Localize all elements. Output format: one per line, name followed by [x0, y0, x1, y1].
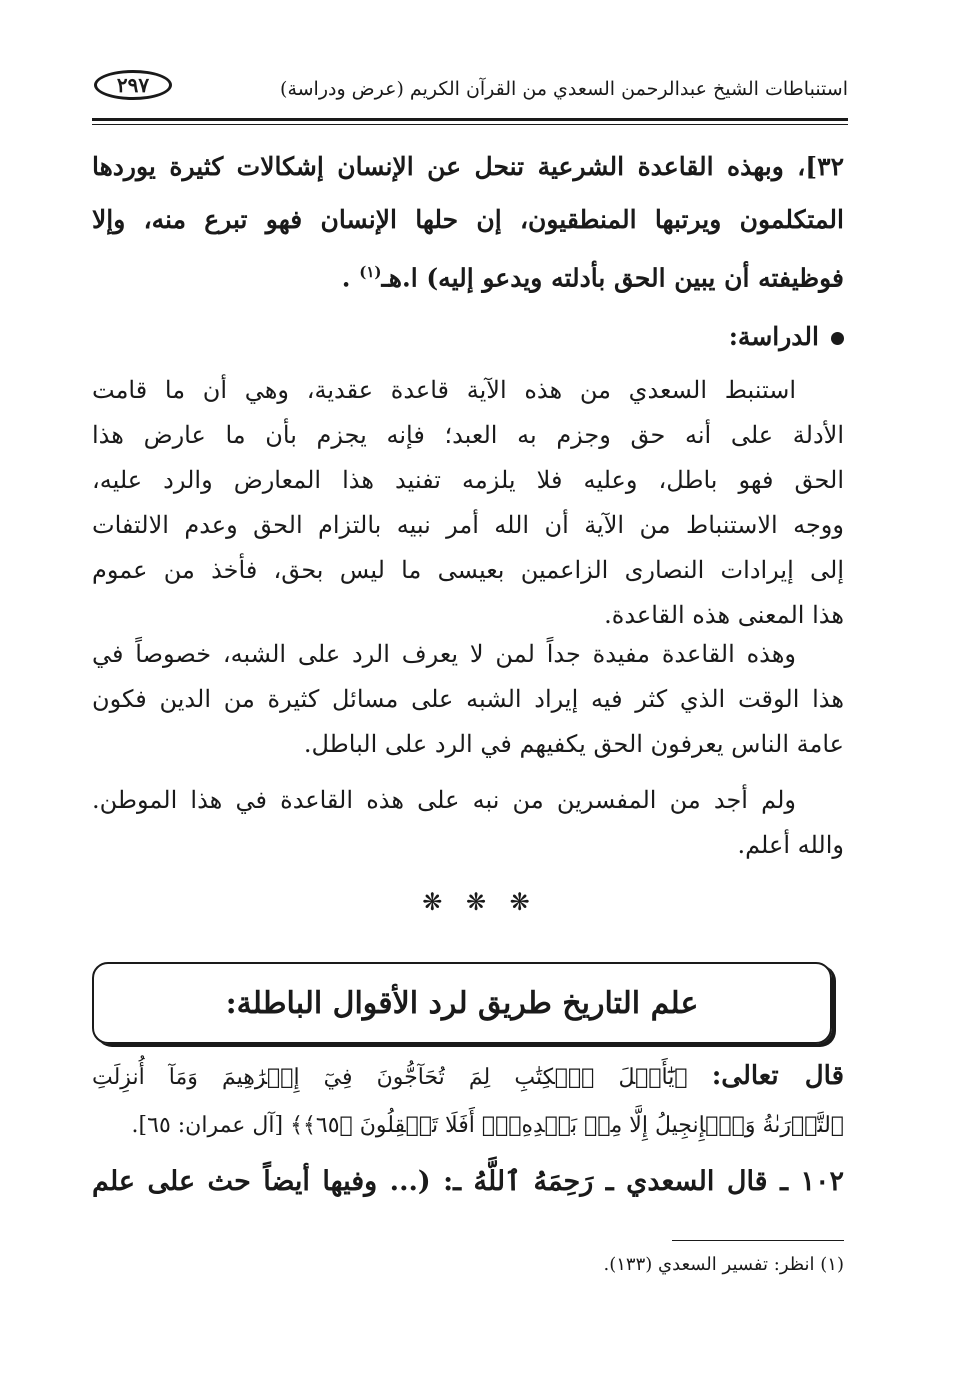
running-header [92, 68, 848, 118]
saadi-quote [92, 1160, 844, 1204]
section-title: علم التاريخ طريق لرد الأقوال الباطلة: [225, 985, 699, 1021]
verse-intro: قال تعالى: [711, 1061, 844, 1091]
p2-line-3: عامة الناس يعرفون الحق يكفيهم في الرد على الباطل. [303, 730, 844, 758]
footnote-rule [672, 1240, 844, 1241]
p1-line-6: هذا المعنى هذه القاعدة. [604, 601, 844, 629]
verse-line-1 [92, 1052, 844, 1102]
verse-line-2: ٱلتَّوۡرَىٰةُ وَٱلۡإِنجِيلُ إِلَّا مِنۢ بَعۡدِهِۦٓۚ أَفَلَا تَعۡقِلُونَ ﴿٦٥﴾﴾ [آل عمران: ٦٥]. [131, 1113, 844, 1138]
verse-line-1-text: ﴿يَٰٓأَهۡلَ ٱلۡكِتَٰبِ لِمَ تُحَآجُّونَ فِيٓ إِبۡرَٰهِيمَ وَمَآ أُنزِلَتِ [92, 1065, 712, 1090]
header-title: استنباطات الشيخ عبدالرحمن السعدي من القرآن الكريم (عرض ودراسة) [280, 78, 848, 100]
quote-line-3-text: فوظيفته أن يبين الحق بأدلته ويدعو إليه) ا.هـ [381, 263, 844, 293]
quote-line-2: المتكلمون ويرتبها المنطقيون، إن حلها الإنسان فهو تبرع منه، وإلا [92, 205, 844, 234]
section-separator: ❋ ❋ ❋ [422, 888, 538, 916]
p2-line-1: وهذه القاعدة مفيدة جداً لمن لا يعرف الرد على الشبه، خصوصاً في [92, 640, 796, 668]
p1-line-5: إلى إيرادات النصارى الزاعمين بعيسى ما ليس بحق، فأخذ من عموم [92, 556, 844, 584]
study-heading [92, 322, 844, 351]
study-paragraph-3 [92, 778, 844, 868]
study-heading-text: الدراسة: [728, 322, 819, 351]
quote-line-1: ٣٢]، وبهذه القاعدة الشرعية تنحل عن الإنسان إشكالات كثيرة يوردها [92, 152, 844, 181]
footnote: (١) انظر: تفسير السعدي (١٣٣). [603, 1254, 844, 1275]
page-number-badge [94, 70, 172, 100]
p1-line-2: الأدلة على أنه حق وجزم به العبد؛ فإنه يجزم بأن ما عارض هذا [92, 421, 844, 449]
header-rule-thick [92, 118, 848, 121]
p1-line-4: ووجه الاستنباط من الآية أن الله أمر نبيه بالتزام الحق وعدم الالتفات [92, 511, 844, 539]
quote-line-3-tail: . [341, 263, 360, 293]
quran-verse [92, 1052, 844, 1150]
study-paragraph-1 [92, 368, 844, 638]
study-paragraph-2 [92, 632, 844, 767]
saadi-quote-line: ١٠٢ ـ قال السعدي ـ رَحِمَهُ ٱللَّهُ ـ: (... وفيها أيضاً حث على علم [92, 1166, 844, 1197]
p2-line-2: هذا الوقت الذي كثر فيه إيراد الشبه على مسائل كثيرة من الدين فكون [92, 685, 844, 713]
header-rule-thin [92, 124, 848, 125]
bullet-icon [831, 332, 844, 345]
page-number: ٢٩٧ [116, 73, 150, 97]
footnote-ref: (١) [359, 263, 382, 281]
p3-line-2: والله أعلم. [737, 831, 844, 859]
p1-line-1: استنبط السعدي من هذه الآية قاعدة عقدية، وهي أن ما قامت [92, 376, 797, 404]
quote-line-3 [92, 246, 844, 304]
section-title-box [92, 962, 832, 1044]
p3-line-1: ولم أجد من المفسرين من نبه على هذه القاعدة في هذا الموطن. [92, 786, 796, 814]
quote-continuation [92, 140, 844, 304]
p1-line-3: الحق فهو باطل، وعليه فلا يلزمه تفنيد هذا المعارض والرد عليه، [92, 466, 844, 494]
